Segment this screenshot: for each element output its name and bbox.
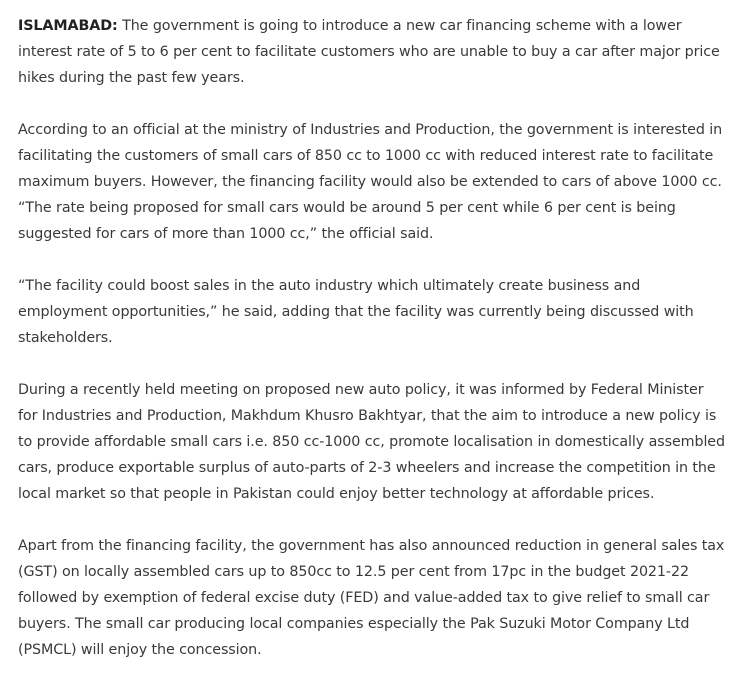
paragraph-5-line-4: buyers. The small car producing local companies especially the Pak Suzuki Motor Company Ltd [18,616,690,632]
paragraph-1-line-1: The government is going to introduce a new car financing scheme with a lower [117,18,682,34]
paragraph-3-line-2: employment opportunities,” he said, adding that the facility was currently being discussed with [18,304,694,320]
paragraph-1-line-2: interest rate of 5 to 6 per cent to facilitate customers who are unable to buy a car after major price [18,44,720,60]
paragraph-5 [18,533,729,663]
paragraph-4 [18,377,729,507]
paragraph-3 [18,273,729,351]
paragraph-3-line-1: “The facility could boost sales in the auto industry which ultimately create business and [18,278,641,294]
paragraph-5-line-2: (GST) on locally assembled cars up to 850cc to 12.5 per cent from 17pc in the budget 2021-22 [18,564,689,580]
paragraph-4-line-4: cars, produce exportable surplus of auto-parts of 2-3 wheelers and increase the competition in the [18,460,716,476]
paragraph-2-line-1: According to an official at the ministry of Industries and Production, the government is interested in [18,122,723,138]
paragraph-2-line-4: “The rate being proposed for small cars would be around 5 per cent while 6 per cent is being [18,200,676,216]
paragraph-5-line-3: followed by exemption of federal excise duty (FED) and value-added tax to give relief to small car [18,590,710,606]
paragraph-1 [18,13,729,91]
paragraph-1-line-3: hikes during the past few years. [18,70,245,86]
paragraph-2 [18,117,729,247]
paragraph-3-line-3: stakeholders. [18,330,113,346]
paragraph-5-line-5: (PSMCL) will enjoy the concession. [18,642,262,658]
paragraph-4-line-2: for Industries and Production, Makhdum Khusro Bakhtyar, that the aim to introduce a new policy is [18,408,717,424]
paragraph-4-line-1: During a recently held meeting on proposed new auto policy, it was informed by Federal Minister [18,382,704,398]
paragraph-4-line-3: to provide affordable small cars i.e. 850 cc-1000 cc, promote localisation in domestically assembled [18,434,725,450]
paragraph-5-line-1: Apart from the financing facility, the government has also announced reduction in general sales tax [18,538,725,554]
dateline: ISLAMABAD: [18,18,118,34]
paragraph-2-line-3: maximum buyers. However, the financing facility would also be extended to cars of above 1000 cc. [18,174,722,190]
paragraph-2-line-5: suggested for cars of more than 1000 cc,” the official said. [18,226,434,242]
paragraph-2-line-2: facilitating the customers of small cars of 850 cc to 1000 cc with reduced interest rate to facilitate [18,148,714,164]
paragraph-4-line-5: local market so that people in Pakistan could enjoy better technology at affordable prices. [18,486,655,502]
